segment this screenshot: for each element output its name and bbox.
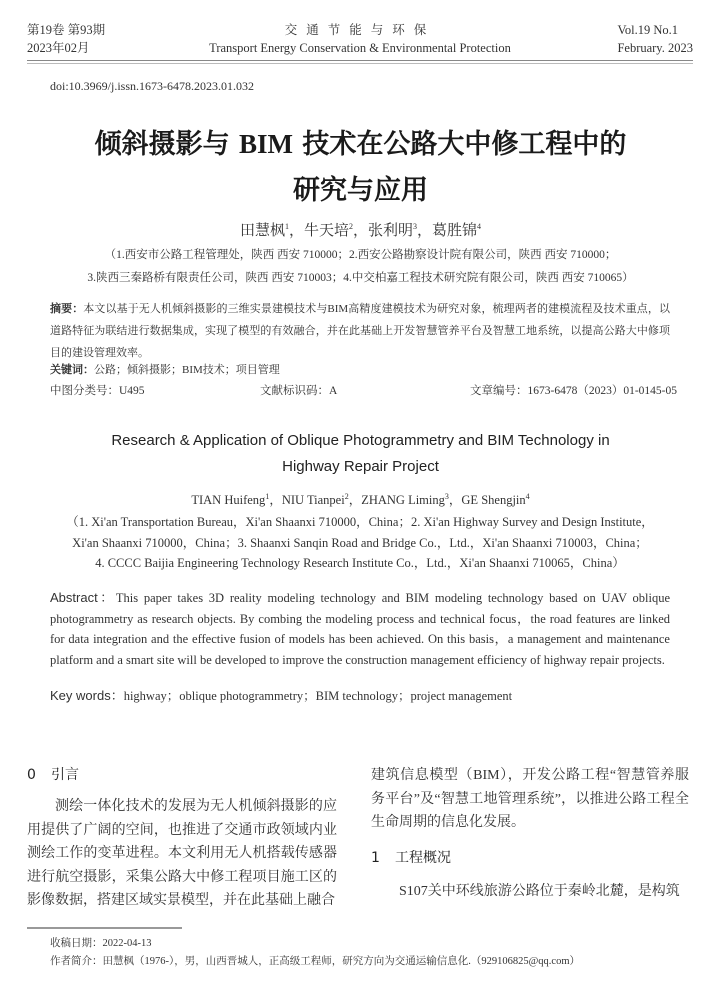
author: 张利明 bbox=[368, 223, 414, 239]
author: 牛天培 bbox=[303, 223, 349, 239]
title-cn bbox=[0, 121, 721, 214]
title-cn-latin: BIM bbox=[239, 129, 293, 159]
author-affil-sup: 4 bbox=[477, 222, 482, 231]
keywords-cn bbox=[50, 361, 280, 377]
journal-name-cn: 交通节能与环保 bbox=[284, 23, 436, 37]
author: 田慧枫 bbox=[239, 223, 285, 239]
abstract-cn-text: 本文以基于无人机倾斜摄影的三维实景建模技术与BIM高精度建模技术为研究对象，梳理两者的建模流程及技术重点，以道路特征为联结进行数据集成，实现了模型的有效融合，并在此基础上开发智慧管养平台及智慧工地系统，以提高公路大中修项目的建设管理效率。 bbox=[50, 303, 671, 359]
author-affil-sup: 4 bbox=[525, 491, 530, 501]
title-cn-segment: 倾斜摄影与 bbox=[94, 129, 239, 160]
section-number: 1 bbox=[371, 850, 380, 866]
affiliation-line: （1.西安市公路工程管理处，陕西 西安 710000；2.西安公路勘察设计院有限公司，陕西 西安 710000； bbox=[104, 249, 617, 261]
author-bio: 作者简介：田慧枫（1976-），男，山西晋城人，正高级工程师，研究方向为交通运输信息化.（929106825@qq.com） bbox=[50, 956, 580, 967]
author-affil-sup: 3 bbox=[413, 222, 418, 231]
title-cn-segment: 技术在公路大中修工程中的 bbox=[293, 129, 627, 160]
abstract-en-text: This paper takes 3D reality modeling technology and BIM modeling technology based on UAV oblique photogrammetry as research objects. By combing the modeling process and technical focus，the road features are linked for data integration and the effective fusion of models has been achieved. On this basis，a management and maintenance platform and a smart site will be developed to improve the construction management efficiency of highway repair projects. bbox=[50, 591, 671, 667]
author: NIU Tianpei bbox=[281, 493, 345, 507]
abstract-en bbox=[50, 588, 670, 670]
body-paragraph: S107关中环线旅游公路位于秦岭北麓，是构筑 bbox=[399, 884, 680, 899]
volume-issue-cn: 第19卷 第93期 bbox=[27, 23, 106, 37]
date-en: February. 2023 bbox=[617, 41, 693, 55]
authors-en: TIAN Huifeng$^1$，NIU Tianpei$^2$，ZHANG Liming$^3$，GE Shengjin$^4$ bbox=[191, 491, 530, 507]
title-en bbox=[0, 428, 721, 480]
title-en-line2: Highway Repair Project bbox=[282, 458, 439, 475]
date-cn: 2023年02月 bbox=[27, 41, 90, 55]
title-cn-line2: 研究与应用 bbox=[293, 175, 428, 206]
journal-name-en: Transport Energy Conservation & Environmental Protection bbox=[209, 41, 511, 55]
authors-cn: 田慧枫$^1$，牛天培$^2$，张利明$^3$，葛胜锦$^4$ bbox=[239, 222, 482, 239]
affiliation-line: 3.陕西三秦路桥有限责任公司，陕西 西安 710003；4.中交柏嘉工程技术研究院有限公司，陕西 西安 710065） bbox=[87, 272, 634, 284]
affiliations-en bbox=[30, 512, 690, 574]
affiliation-line: （1. Xi'an Transportation Bureau，Xi'an Shaanxi 710000，China；2. Xi'an Highway Survey and Design Institute， bbox=[66, 515, 654, 529]
section-heading-introduction bbox=[27, 764, 79, 784]
section-title: 引言 bbox=[51, 767, 79, 783]
author-affil-sup: 1 bbox=[284, 222, 289, 231]
header-rule-top bbox=[27, 60, 693, 61]
author-affil-sup: 2 bbox=[348, 222, 353, 231]
volume-number-en: Vol.19 No.1 bbox=[617, 23, 678, 37]
author: GE Shengjin bbox=[461, 493, 526, 507]
abstract-cn-label: 摘要： bbox=[50, 302, 84, 315]
author-affil-sup: 3 bbox=[444, 491, 449, 501]
section-number: 0 bbox=[27, 767, 36, 783]
keywords-en-label: Key words： bbox=[50, 688, 124, 703]
keywords-en-text: highway；oblique photogrammetry；BIM technology；project management bbox=[123, 689, 513, 703]
keywords-cn-text: 公路；倾斜摄影；BIM技术；项目管理 bbox=[94, 364, 280, 376]
affiliations-cn bbox=[0, 244, 721, 290]
received-date: 收稿日期：2022-04-13 bbox=[50, 938, 152, 949]
affiliation-line: 4. CCCC Baijia Engineering Technology Research Institute Co.，Ltd.，Xi'an Shaanxi 710065，China） bbox=[95, 556, 625, 570]
document-code: 文献标识码：A bbox=[260, 385, 338, 397]
author: ZHANG Liming bbox=[361, 493, 445, 507]
title-cn-line1 bbox=[0, 121, 721, 168]
author-affil-sup: 1 bbox=[265, 491, 270, 501]
author: TIAN Huifeng bbox=[191, 493, 266, 507]
header-rule-bottom bbox=[27, 63, 693, 64]
section-title: 工程概况 bbox=[395, 850, 451, 866]
body-paragraph: 建筑信息模型（BIM），开发公路工程“智慧管养服务平台”及“智慧工地管理系统”，以推进公路工程全生命周期的信息化发展。 bbox=[371, 768, 689, 830]
journal-name bbox=[180, 21, 540, 57]
footnote-rule bbox=[27, 927, 182, 929]
volume-info bbox=[617, 21, 693, 57]
section-heading-project-overview bbox=[371, 847, 451, 867]
author-affil-sup: 2 bbox=[344, 491, 349, 501]
clc-number: 中图分类号：U495 bbox=[50, 385, 145, 397]
abstract-en-label: Abstract： bbox=[50, 590, 116, 605]
abstract-cn bbox=[50, 298, 670, 364]
body-paragraph: 测绘一体化技术的发展为无人机倾斜摄影的应用提供了广阔的空间，也推进了交通市政领域内业测绘工作的变革进程。本文利用无人机搭载传感器进行航空摄影，采集公路大中修工程项目施工区的影像数据，搭建区域实景模型，并在此基础上融合 bbox=[27, 799, 337, 908]
article-number: 文章编号：1673-6478（2023）01-0145-05 bbox=[470, 385, 677, 397]
title-en-line1: Research & Application of Oblique Photogrammetry and BIM Technology in bbox=[111, 432, 610, 449]
author: 葛胜锦 bbox=[432, 223, 478, 239]
keywords-en bbox=[50, 685, 512, 704]
keywords-cn-label: 关键词： bbox=[50, 363, 94, 376]
issue-info bbox=[27, 21, 105, 57]
affiliation-line: Xi'an Shaanxi 710000，China；3. Shaanxi Sanqin Road and Bridge Co.，Ltd.，Xi'an Shaanxi 710003，China； bbox=[72, 535, 648, 550]
doi[interactable]: doi:10.3969/j.issn.1673-6478.2023.01.032 bbox=[50, 79, 255, 93]
